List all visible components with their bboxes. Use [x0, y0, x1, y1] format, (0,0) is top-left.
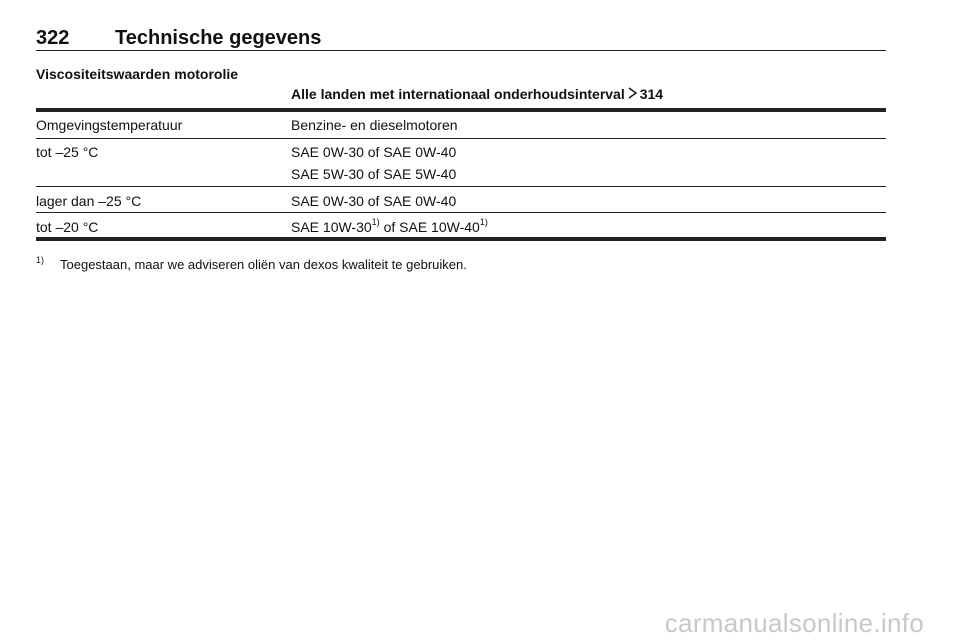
group-header-label: Alle landen met internationaal onderhoudsinterval — [291, 86, 625, 102]
table-group-header — [291, 86, 663, 102]
page-number: 322 — [36, 27, 70, 49]
row-oil-value — [291, 219, 488, 235]
row-oil-value: SAE 5W-30 of SAE 5W-40 — [291, 166, 457, 182]
row-oil-value: SAE 0W-30 of SAE 0W-40 — [291, 193, 457, 209]
reference-page-link[interactable]: 314 — [639, 86, 664, 102]
header-divider — [36, 50, 886, 51]
header-divider-rule — [36, 138, 886, 139]
page-reference-arrow-icon — [628, 86, 638, 102]
section-title: Viscositeitswaarden motorolie — [36, 66, 239, 82]
footnote-mark: 1) — [36, 255, 45, 265]
table-bottom-rule — [36, 237, 886, 241]
row-divider — [36, 186, 886, 187]
column-header-temperature: Omgevingstemperatuur — [36, 117, 183, 133]
row-temperature: tot –25 °C — [36, 144, 99, 160]
row-temperature: tot –20 °C — [36, 219, 99, 235]
oil-grade-text: SAE 10W-30 — [291, 219, 372, 235]
chapter-title: Technische gegevens — [115, 27, 322, 49]
row-divider — [36, 212, 886, 213]
oil-grade-text: of SAE 10W-40 — [379, 219, 480, 235]
table-top-rule — [36, 108, 886, 112]
column-header-engines: Benzine- en dieselmotoren — [291, 117, 458, 133]
footnote-text: Toegestaan, maar we adviseren oliën van dexos kwaliteit te gebruiken. — [60, 257, 467, 272]
footnote-ref: 1) — [371, 217, 380, 227]
row-temperature: lager dan –25 °C — [36, 193, 142, 209]
row-oil-value: SAE 0W-30 of SAE 0W-40 — [291, 144, 457, 160]
watermark: carmanualsonline.info — [664, 608, 924, 638]
footnote-ref: 1) — [479, 217, 488, 227]
